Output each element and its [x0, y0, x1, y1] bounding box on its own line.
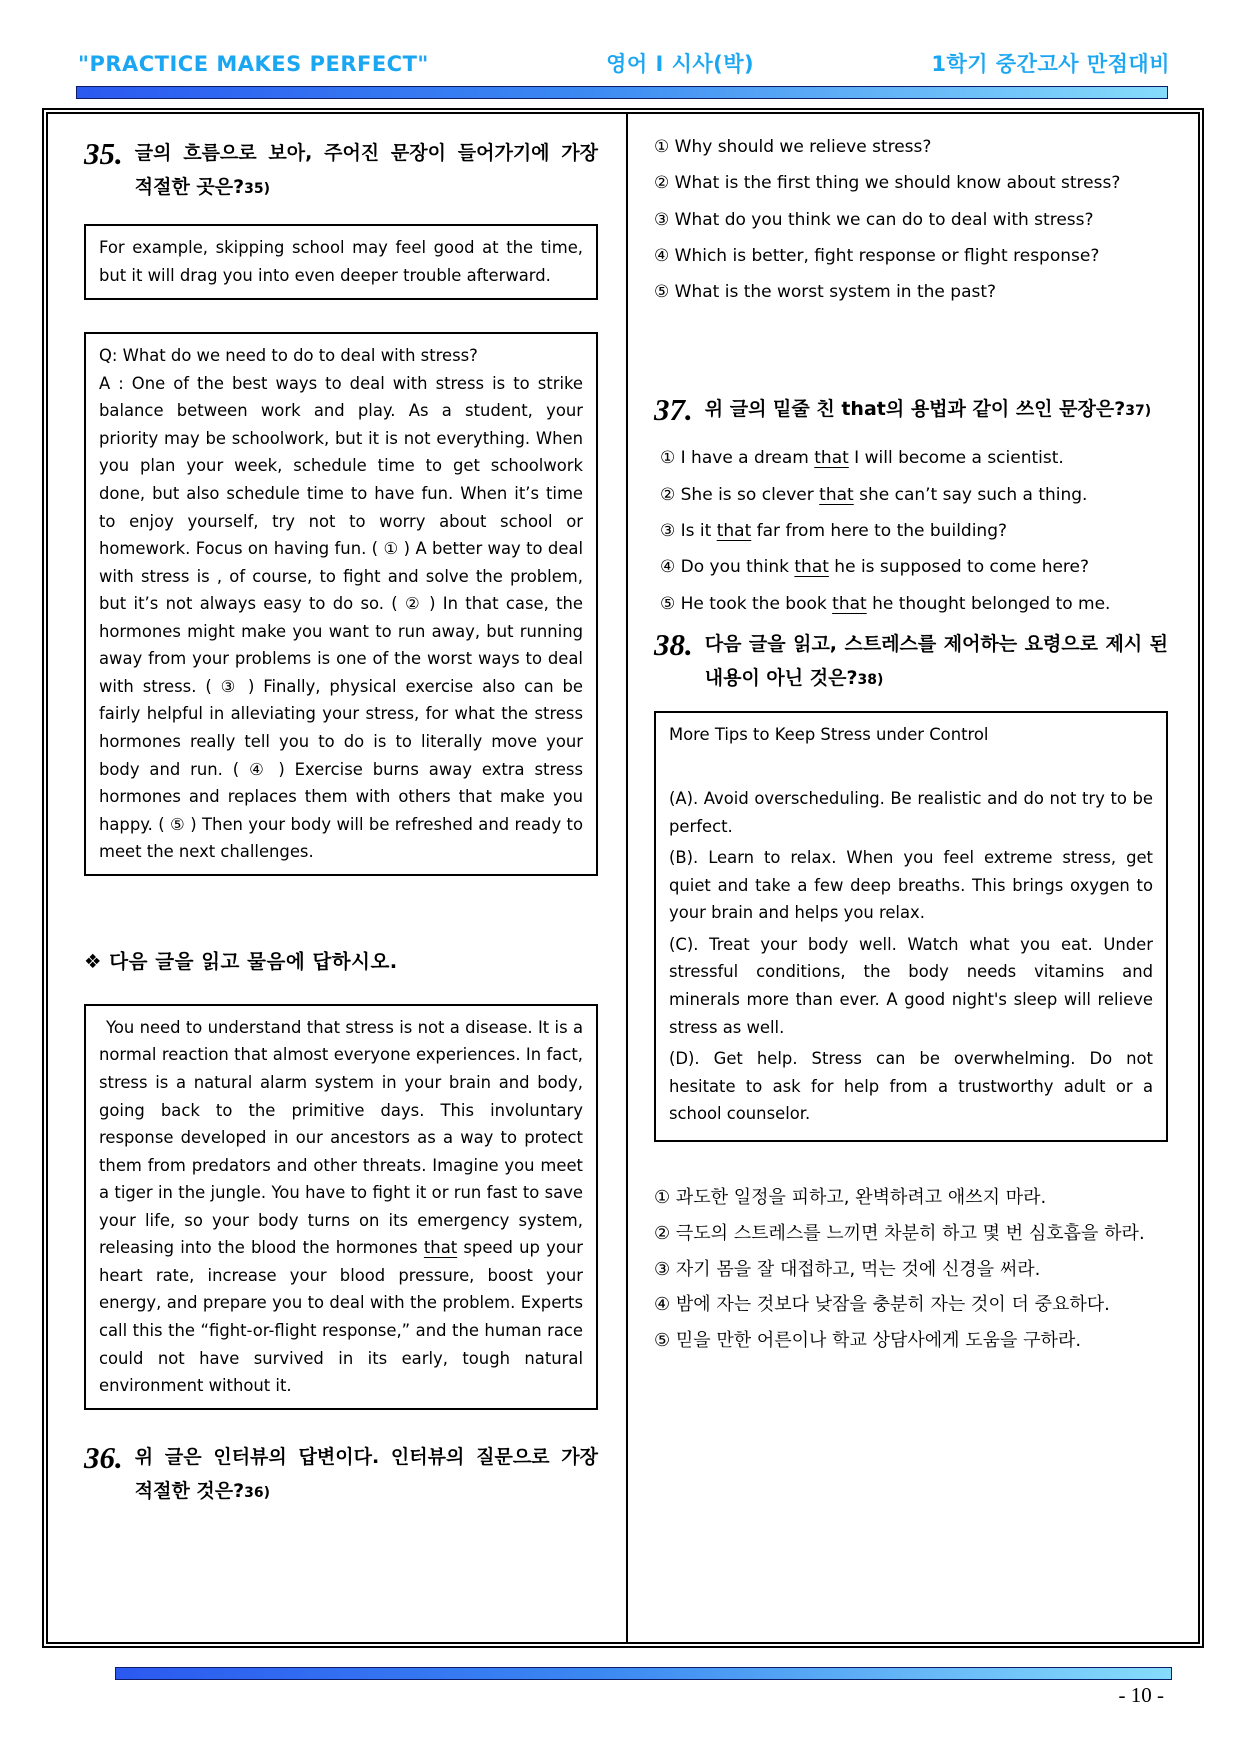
question-36-footnote-ref: 36): [244, 1484, 271, 1501]
question-37-text: [705, 392, 1151, 426]
question-38-number: 38.: [654, 627, 693, 663]
q37-option-1-that: that: [814, 448, 849, 469]
q36-option-1: ① Why should we relieve stress?: [654, 137, 932, 157]
given-sentence-box: [84, 224, 598, 300]
q37-option-1: [660, 445, 1168, 471]
question-36-header: [84, 1440, 598, 1508]
header-left-title: "PRACTICE MAKES PERFECT": [78, 52, 429, 76]
header-center-title: 영어 I 시사(박): [606, 52, 755, 76]
q37-option-4-pre: ④ Do you think: [660, 557, 795, 578]
q36-option-2: ② What is the first thing we should know about stress?: [654, 173, 1121, 194]
question-37-header: [654, 392, 1168, 428]
page-number: - 10 -: [1118, 1683, 1164, 1707]
q37-option-1-pre: ① I have a dream: [660, 448, 815, 469]
question-35-text: [135, 136, 598, 204]
header-gradient-bar: [76, 86, 1168, 99]
q38-option-2: ② 극도의 스트레스를 느끼면 차분히 하고 몇 번 심호흡을 하라.: [654, 1222, 1145, 1244]
header-right-title: 1학기 중간고사 만점대비: [931, 52, 1170, 76]
tip-a: (A). Avoid overscheduling. Be realistic and do not try to be perfect.: [669, 789, 1153, 836]
reading-passage-pre: You need to understand that stress is not a disease. It is a normal reaction that almost everyone experiences. In fact, stress is a natural alarm system in your brain and body, going back to the primitive days. This involuntary response developed in our ancestors as a way to protect them from predators and other threats. Imagine you meet a tiger in the jungle. You have to fight it or run fast to save your life, so your body turns on its emergency system, releasing into the blood the hormones: [99, 1017, 583, 1258]
q37-option-2-post: she can’t say such a thing.: [853, 484, 1088, 505]
question-35-header: [84, 136, 598, 204]
qa-passage-box: [84, 332, 598, 876]
tips-box: [654, 711, 1168, 1141]
left-column: [48, 114, 626, 1642]
content-frame: [42, 108, 1204, 1648]
reading-passage-box: [84, 1004, 598, 1410]
q37-option-3-that: that: [716, 521, 752, 542]
q37-option-4: [660, 554, 1168, 580]
question-38-footnote-ref: 38): [857, 672, 884, 689]
q36-option-4: ④ Which is better, fight response or flight response?: [654, 246, 1100, 267]
reading-passage-post: speed up your heart rate, increase your blood pressure, boost your energy, and prepare you to deal with the problem. Experts call this the “fight-or-flight response,” and the human race could not have survived in its early, tough natural environment without it.: [99, 1238, 584, 1396]
question-37-number: 37.: [654, 391, 693, 427]
q37-option-2: [660, 482, 1168, 508]
tips-box-title: More Tips to Keep Stress under Control: [669, 725, 989, 745]
reading-passage: [99, 1014, 583, 1400]
question-37-options: [654, 445, 1168, 617]
q37-option-5: [660, 591, 1168, 617]
question-38-header: [654, 627, 1168, 695]
tip-c: (C). Treat your body well. Watch what you eat. Under stressful conditions, the body needs vitamins and minerals more than ever. A good night's sleep will relieve stress as well.: [669, 934, 1153, 1037]
question-36-number: 36.: [84, 1439, 123, 1475]
q37-option-2-that: that: [819, 484, 854, 505]
qa-passage-answer: A : One of the best ways to deal with stress is to strike balance between work and play. As a student, your priority may be schoolwork, but it is not everything. When you plan your week, schedule time to get schoolwork done, but also schedule time to have fun. When it’s time to enjoy yourself, try not to worry about school or homework. Focus on having fun. ( ① ) A better way to deal with stress is , of course, to fight and solve the problem, but it’s not always easy to do so. ( ② ) In that case, the hormones might make you want to run away, but running away from your problems is one of the worst ways to deal with stress. ( ③ ) Finally, physical exercise also can be fairly helpful in alleviating your stress, for what the stress hormones really tell you to do is to literally move your body and run. ( ④ ) Exercise burns away extra stress hormones and replaces them with others that make you happy. ( ⑤ ) Then your body will be refreshed and ready to meet the next challenges.: [99, 373, 583, 862]
given-sentence: For example, skipping school may feel good at the time, but it will drag you into even deeper trouble afterward.: [99, 238, 583, 286]
q37-option-4-that: that: [794, 557, 829, 578]
question-35-text-body: 글의 흐름으로 보아, 주어진 문장이 들어가기에 가장 적절한 곳은?: [134, 142, 598, 199]
q37-option-3-post: far from here to the building?: [751, 521, 1008, 542]
q38-option-3: ③ 자기 몸을 잘 대접하고, 먹는 것에 신경을 써라.: [654, 1258, 1041, 1280]
q37-option-5-that: that: [832, 593, 867, 614]
question-35-footnote-ref: 35): [244, 181, 271, 198]
q37-option-3: [660, 518, 1168, 544]
q37-option-5-post: he thought belonged to me.: [866, 593, 1111, 614]
question-38-text: [705, 627, 1168, 695]
q37-option-1-post: I will become a scientist.: [848, 448, 1064, 469]
q37-option-4-post: he is supposed to come here?: [828, 557, 1090, 578]
tip-b: (B). Learn to relax. When you feel extreme stress, get quiet and take a few deep breaths. This brings oxygen to your brain and helps you relax.: [669, 848, 1153, 923]
tip-d: (D). Get help. Stress can be overwhelming. Do not hesitate to ask for help from a trustworthy adult or a school counselor.: [669, 1049, 1153, 1124]
q37-option-3-pre: ③ Is it: [660, 521, 717, 542]
question-37-text-body: 위 글의 밑줄 친 that의 용법과 같이 쓰인 문장은?: [704, 397, 1126, 420]
q36-option-3: ③ What do you think we can do to deal with stress?: [654, 209, 1094, 230]
q38-option-4: ④ 밤에 자는 것보다 낮잠을 충분히 자는 것이 더 중요하다.: [654, 1294, 1110, 1316]
q38-option-5: ⑤ 믿을 만한 어른이나 학교 상담사에게 도움을 구하라.: [654, 1330, 1082, 1352]
qa-passage-question-line: Q: What do we need to do to deal with stress?: [99, 346, 478, 366]
question-37-footnote-ref: 37): [1125, 402, 1152, 419]
section-instruction: ❖ 다음 글을 읽고 물음에 답하시오.: [84, 949, 398, 973]
q37-option-5-pre: ⑤ He took the book: [660, 593, 833, 614]
footer-gradient-bar: [115, 1667, 1172, 1680]
question-38-text-body: 다음 글을 읽고, 스트레스를 제어하는 요령으로 제시 된 내용이 아닌 것은?: [704, 633, 1168, 690]
page-header: [78, 48, 1170, 78]
question-35-number: 35.: [84, 136, 123, 171]
reading-passage-underlined-that: that: [423, 1238, 458, 1258]
question-36-text: [135, 1440, 598, 1508]
q38-option-1: ① 과도한 일정을 피하고, 완벽하려고 애쓰지 마라.: [654, 1186, 1047, 1208]
question-36-options: [654, 134, 1168, 306]
q36-option-5: ⑤ What is the worst system in the past?: [654, 282, 997, 303]
question-38-options: [654, 1184, 1168, 1355]
question-36-text-body: 위 글은 인터뷰의 답변이다. 인터뷰의 질문으로 가장 적절한 것은?: [134, 1445, 598, 1502]
right-column: [626, 114, 1198, 1642]
q37-option-2-pre: ② She is so clever: [660, 484, 820, 505]
